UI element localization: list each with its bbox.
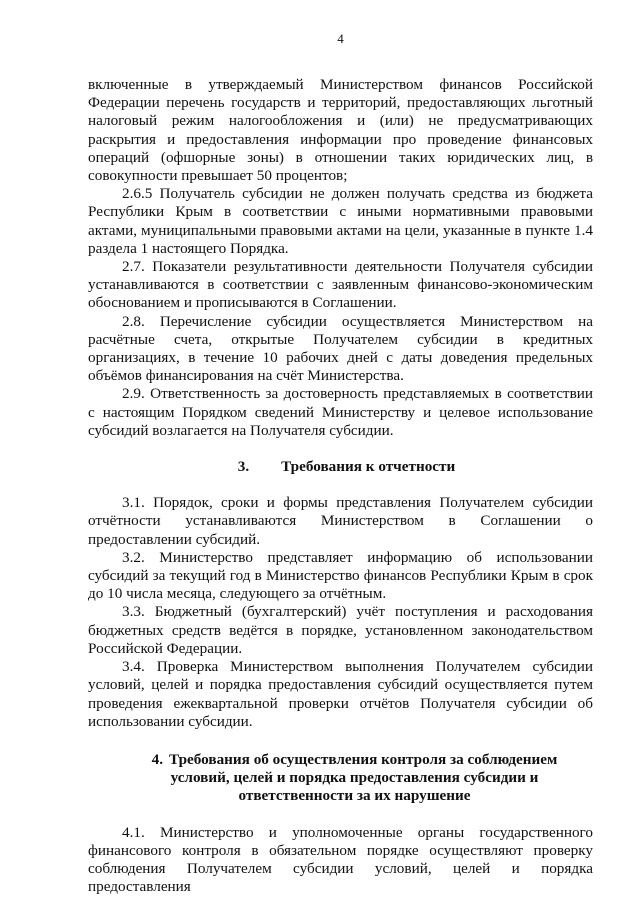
paragraph-3-4: 3.4. Проверка Министерством выполнения Получателем субсидии условий, целей и порядка предоставления субсидий осуществляется путем проведения ежеквартальной проверки отчётов Получателя субсидии об использовании субсидии.	[88, 658, 593, 730]
document-body	[88, 76, 593, 896]
paragraph-continuation: включенные в утверждаемый Министерством финансов Российской Федерации перечень государств и территорий, предоставляющих льготный налоговый режим налогообложения и (или) не предусматривающих раскрытия и предоставления информации про проведение финансовых операций (офшорные зоны) в отношении таких юридических лиц, в совокупности превышает 50 процентов;	[88, 76, 593, 185]
section-3-heading	[88, 458, 593, 476]
section-3-title: Требования к отчетности	[281, 458, 456, 476]
section-4-title-line-3: ответственности за их нарушение	[238, 787, 471, 805]
paragraph-3-2: 3.2. Министерство представляет информацию об использовании субсидий за текущий год в Министерство финансов Республики Крым в срок до 10 числа месяца, следующего за отчётным.	[88, 548, 593, 603]
section-4-heading	[88, 751, 593, 806]
paragraph-3-1: 3.1. Порядок, сроки и формы представления Получателем субсидии отчётности устанавливаются Министерством в Соглашении о предоставлении субсидий.	[88, 494, 593, 548]
section-4-title-line-2: условий, целей и порядка предоставления субсидии и	[170, 769, 539, 787]
section-3-number: 3.	[237, 458, 250, 476]
section-4-title-line-1: 4. Требования об осуществления контроля за соблюдением	[151, 750, 558, 768]
paragraph-2-7: 2.7. Показатели результативности деятельности Получателя субсидии устанавливаются в соответствии с заявленным финансово-экономическим обоснованием и прописываются в Соглашении.	[88, 258, 593, 312]
paragraph-2-8: 2.8. Перечисление субсидии осуществляется Министерством на расчётные счета, открытые Получателем субсидии в кредитных организациях, в течение 10 рабочих дней с даты доведения предельных объёмов финансирования на счёт Министерства.	[88, 312, 593, 385]
paragraph-4-1: 4.1. Министерство и уполномоченные органы государственного финансового контроля в обязательном порядке осуществляют проверку соблюдения Получателем субсидии условий, целей и порядка предоставления	[88, 823, 593, 896]
paragraph-2-9: 2.9. Ответственность за достоверность представляемых в соответствии с настоящим Порядком сведений Министерству и целевое использование субсидий возлагается на Получателя субсидии.	[88, 385, 593, 439]
paragraph-3-3: 3.3. Бюджетный (бухгалтерский) учёт поступления и расходования бюджетных средств ведётся в порядке, установленном законодательством Российской Федерации.	[88, 603, 593, 657]
page-number: 4	[337, 31, 344, 46]
section-4-number: 4.	[151, 750, 164, 768]
paragraph-2-6-5: 2.6.5 Получатель субсидии не должен получать средства из бюджета Республики Крым в соответствии с иными нормативными правовыми актами, муниципальными правовыми актами на цели, указанные в пункте 1.4 раздела 1 настоящего Порядка.	[88, 185, 593, 257]
